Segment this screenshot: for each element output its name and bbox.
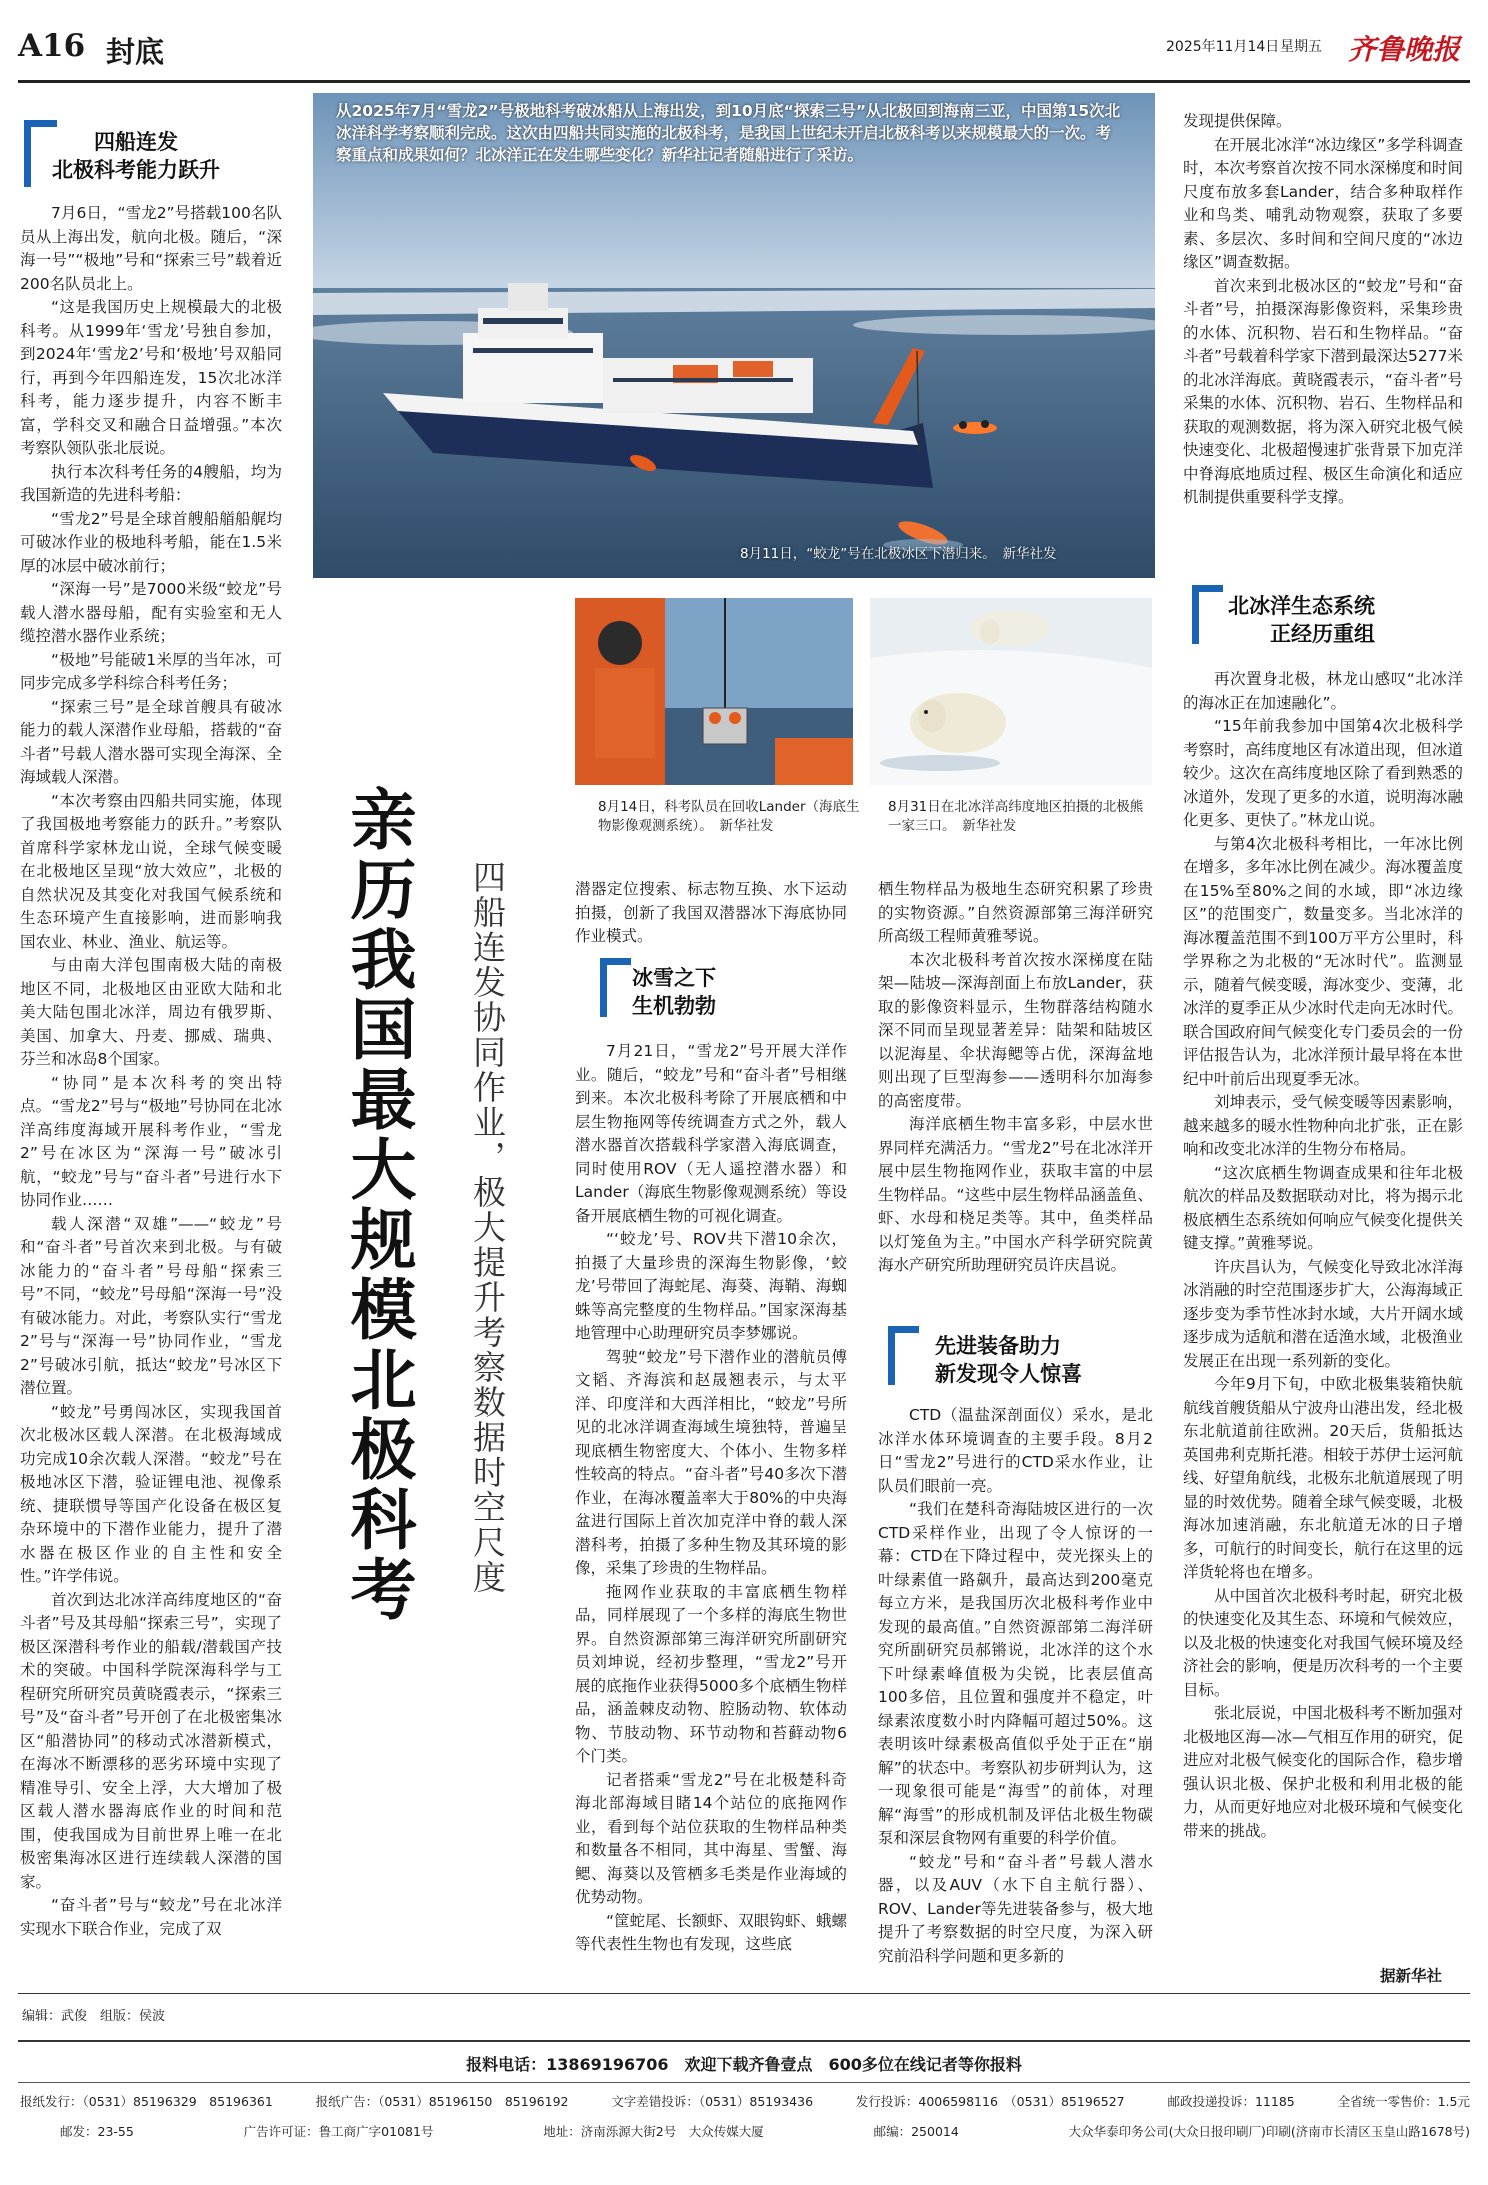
paragraph: 栖生物样品为极地生态研究积累了珍贵的实物资源。”自然资源部第三海洋研究所高级工程师黄雅琴说。 [878, 880, 1153, 945]
paragraph: 许庆昌认为，气候变化导致北冰洋海冰消融的时空范围逐步扩大，公海海域正逐步变为季节性冰封水域，大片开阔水域逐步成为适航和潜在适渔水域，北极渔业发展正在出现一系列新的变化。 [1183, 1257, 1463, 1370]
issue-date: 2025年11月14日 [1166, 39, 1280, 55]
column-4-text [878, 1404, 1153, 1982]
footer-error-complaint: 文字差错投诉：（0531）85193436 [611, 2094, 814, 2109]
paragraph: 执行本次科考任务的4艘船，均为我国新造的先进科考船： [20, 462, 282, 504]
paragraph: 记者搭乘“雪龙2”号在北极楚科奇海北部海域目睹14个站位的底拖网作业，看到每个站位获取的生物样品种类和数量各不相同，其中海星、雪蟹、海鳃、海葵以及管栖多毛类是作业海域的优势动物。 [575, 1770, 847, 1906]
paragraph: “探索三号”是全球首艘具有破冰能力的载人深潜作业母船，搭载的“奋斗者”号载人潜水器可实现全海深、全海域载人深潜。 [20, 697, 282, 786]
section-bracket-3 [600, 958, 631, 1017]
section-heading-4: 先进装备助力 新发现令人惊喜 [935, 1334, 1082, 1386]
polar-bear-photo-caption: 8月31日在北冰洋高纬度地区拍摄的北极熊一家三口。 新华社发 [888, 799, 1144, 834]
column-1-text [20, 202, 282, 1982]
footer-rule-mid [18, 2040, 1470, 2042]
paragraph: 与由南大洋包围南极大陆的南极地区不同，北极地区由亚欧大陆和北美大陆包围北冰洋，周边有俄罗斯、美国、加拿大、丹麦、挪威、瑞典、芬兰和冰岛8个国家。 [20, 956, 282, 1068]
section-heading-3: 冰雪之下 生机勃勃 [632, 966, 716, 1018]
paragraph: 再次置身北极，林龙山感叹“北冰洋的海冰正在加速融化”。 [1183, 670, 1463, 712]
page-number: A16 [18, 28, 86, 64]
section-name: 封底 [106, 35, 165, 69]
issue-weekday: 星期五 [1280, 39, 1322, 55]
footer-zip: 邮编：250014 [873, 2124, 959, 2139]
paragraph: 今年9月下旬，中欧北极集装箱快航航线首艘货船从宁波舟山港出发，经北极东北航道前往欧洲。20天后，货船抵达英国弗利克斯托港。相较于苏伊士运河航线、好望角航线，北极东北航道展现了明显的时效优势。随着全球气候变暖，北极海冰加速消融，东北航道无冰的日子增多，可航行的时间变长，航行在这里的远洋货轮将也在增多。 [1183, 1375, 1463, 1581]
footer-address: 地址：济南泺源大街2号 大众传媒大厦 [543, 2124, 764, 2139]
paragraph: “本次考察由四船共同实施，体现了我国极地考察能力的跃升。”考察队首席科学家林龙山说，全球气候变暖在北极地区呈现“放大效应”，北极的自然状况及其变化对我国气候系统和生态环境产生直接影响，进而影响我国农业、林业、渔业、航运等。 [20, 791, 282, 951]
paragraph: “深海一号”是7000米级“蛟龙”号载人潜水器母船，配有实验室和无人缆控潜水器作业系统； [20, 580, 282, 645]
footer-delivery-complaint: 发行投诉：4006598116 （0531）85196527 [855, 2094, 1125, 2109]
paragraph: 刘坤表示，受气候变暖等因素影响，越来越多的暖水性物种向北扩张，正在影响和改变北冰洋的生物分布格局。 [1183, 1093, 1463, 1158]
main-photo-caption: 8月11日，“蛟龙”号在北极冰区下潜归来。 新华社发 [740, 546, 1057, 562]
column-5-text [1183, 668, 1463, 1964]
masthead [18, 28, 1470, 74]
paragraph: 首次到达北冰洋高纬度地区的“奋斗者”号及其母船“探索三号”，实现了极区深潜科考作业的船载/潜载国产技术的突破。中国科学院深海科学与工程研究所研究员黄晓霞表示，“探索三号”及“奋斗者”号开创了在北极密集冰区“船潜协同”的移动式冰潜新模式，在海冰不断漂移的恶劣环境中实现了精准导引、安全上浮，大大增加了极区载人潜水器海底作业的时间和范围，使我国成为目前世界上唯一在北极密集海冰区进行连续载人深潜的国家。 [20, 1590, 282, 1891]
editor-credit: 编辑：武俊 组版：侯波 [22, 2009, 166, 2024]
paragraph: CTD（温盐深剖面仪）采水，是北冰洋水体环境调查的主要手段。8月2日“雪龙2”号进行的CTD采水作业，让队员们眼前一亮。 [878, 1406, 1153, 1495]
paragraph: 7月21日，“雪龙2”号开展大洋作业。随后，“蛟龙”号和“奋斗者”号相继到来。本次北极科考除了开展底栖和中层生物拖网等传统调查方式之外，载人潜水器首次搭载科学家潜入海底调查，同时使用ROV（无人遥控潜水器）和Lander（海底生物影像观测系统）等设备开展底栖生物的可视化调查。 [575, 1042, 847, 1225]
paragraph: “这次底栖生物调查成果和往年北极航次的样品及数据联动对比，将为揭示北极底栖生态系统如何响应气候变化提供关键支撑。”黄雅琴说。 [1183, 1163, 1463, 1252]
polar-bear-photo [870, 598, 1152, 785]
footer-advertising: 报纸广告：（0531）85196150 85196192 [315, 2094, 569, 2109]
column-4-top-text [878, 878, 1153, 1323]
footer-postal-code-number: 邮发：23-55 [60, 2124, 134, 2139]
footer-ad-license: 广告许可证：鲁工商广字01081号 [243, 2124, 434, 2139]
footer-printer: 大众华泰印务公司(大众日报印刷厂)印刷(济南市长清区玉皇山路1678号) [1068, 2124, 1470, 2139]
paragraph: “‘蛟龙’号、ROV共下潜10余次，拍摄了大量珍贵的深海生物影像，‘蛟龙’号带回了海蛇尾、海葵、海鞘、海蜘蛛等高完整度的生物样品。”国家深海基地管理中心助理研究员李梦娜说。 [575, 1230, 847, 1342]
section-bracket-4 [888, 1326, 919, 1385]
headline-sub: 四船连发协同作业，极大提升考察数据时空尺度 [468, 860, 507, 1595]
footer-row-1 [20, 2092, 1470, 2110]
masthead-rule [18, 80, 1470, 83]
column-5-top-text [1183, 110, 1463, 572]
footer-distribution: 报纸发行：（0531）85196329 85196361 [20, 2094, 273, 2109]
paragraph: 潜器定位搜索、标志物互换、水下运动拍摄，创新了我国双潜器冰下海底协同作业模式。 [575, 880, 847, 945]
section-heading-1: 四船连发 北极科考能力跃升 [52, 130, 220, 182]
paragraph: 发现提供保障。 [1183, 112, 1292, 130]
paragraph: “协同”是本次科考的突出特点。“雪龙2”号与“极地”号协同在北冰洋高纬度海域开展科考作业，“雪龙2”号在冰区为“深海一号”破冰引航，“蛟龙”号与“奋斗者”号进行水下协同作业…… [20, 1073, 282, 1209]
footer-row-2 [60, 2122, 1470, 2140]
paragraph: “雪龙2”号是全球首艘船艏船艉均可破冰作业的极地科考船，能在1.5米厚的冰层中破冰前行； [20, 509, 282, 575]
section-heading-5: 北冰洋生态系统 正经历重组 [1228, 594, 1375, 646]
footer-rule-low [18, 2082, 1470, 2083]
paragraph: “这是我国历史上规模最大的北极科考。从1999年‘雪龙’号独自参加，到2024年‘雪龙2’号和‘极地’号双船同行，再到今年四船连发，15次北冰洋科考，能力逐步提升，内容不断丰富，学科交叉和融合日益增强。”本次考察队领队张北辰说。 [20, 298, 282, 457]
intro-text: 从2025年7月“雪龙2”号极地科考破冰船从上海出发，到10月底“探索三号”从北极回到海南三亚，中国第15次北冰洋科学考察顺利完成。这次由四船共同实施的北极科考，是我国上世纪末开启北极科考以来规模最大的一次。考察重点和成果如何？北冰洋正在发生哪些变化？新华社记者随船进行了采访。 [336, 102, 1121, 164]
paragraph: 本次北极科考首次按水深梯度在陆架—陆坡—深海剖面上布放Lander，获取的影像资料显示，生物群落结构随水深不同而呈现显著差异：陆架和陆坡区以泥海星、伞状海鳃等占优，深海盆地则出现了巨型海参——透明科尔加海参的高密度带。 [878, 950, 1153, 1110]
section-bracket-5 [1192, 585, 1223, 644]
paragraph: 7月6日，“雪龙2”号搭载100名队员从上海出发，航向北极。随后，“深海一号”“极地”号和“探索三号”载着近200名队员北上。 [20, 204, 282, 293]
footer-postal-complaint: 邮政投递投诉：11185 [1167, 2094, 1295, 2109]
polar-bears-image [870, 598, 1152, 785]
lander-photo [575, 598, 853, 785]
paragraph: “奋斗者”号与“蛟龙”号在北冰洋实现水下联合作业，完成了双 [20, 1896, 282, 1938]
footer-price: 全省统一零售价：1.5元 [1337, 2094, 1470, 2109]
column-3-text [575, 1040, 847, 1980]
paragraph: 从中国首次北极科考时起，研究北极的快速变化及其生态、环境和气候效应，以及北极的快速变化对我国气候环境及经济社会的影响，便是历次科考的一个主要目标。 [1183, 1586, 1463, 1699]
paragraph: 海洋底栖生物丰富多彩，中层水世界同样充满活力。“雪龙2”号在北冰洋开展中层生物拖网作业，获取丰富的中层生物样品。“这些中层生物样品涵盖鱼、虾、水母和桡足类等。其中，鱼类样品以灯笼鱼为主。”中国水产科学研究院黄海水产研究所助理研究员许庆昌说。 [878, 1115, 1153, 1274]
source-credit: 据新华社 [1380, 1967, 1443, 1985]
paragraph: “蛟龙”号勇闯冰区，实现我国首次北极冰区载人深潜。在北极海域成功完成10余次载人深潜。“蛟龙”号在极地冰区下潜，验证锂电池、视像系统、捷联惯导等国产化设备在极区复杂环境中的下潜作业能力，提升了潜水器在极区作业的自主性和安全性。”许学伟说。 [20, 1402, 282, 1585]
paragraph: 驾驶“蛟龙”号下潜作业的潜航员傅文韬、齐海滨和赵晟翘表示，与太平洋、印度洋和大西洋相比，“蛟龙”号所见的北冰洋调查海域生境独特，普遍呈现底栖生物密度大、个体小、生物多样性较高的特点。“奋斗者”号40多次下潜作业，在海冰覆盖率大于80%的中央海盆进行国际上首次加克洋中脊的载人深潜科考，拍摄了多种生物及其环境的影像，采集了珍贵的生物样品。 [575, 1347, 847, 1577]
paper-logo: 齐鲁晚报 [1348, 33, 1461, 66]
column-3-top-text [575, 878, 847, 950]
paragraph: “15年前我参加中国第4次北极科学考察时，高纬度地区有冰道出现，但冰道较少。这次在高纬度地区除了看到熟悉的冰道外，发现了更多的水道，说明海冰融化更多、更快了。”林龙山说。 [1183, 717, 1463, 829]
footer-rule-top [18, 1993, 1470, 1994]
paragraph: 拖网作业获取的丰富底栖生物样品，同样展现了一个多样的海底生物世界。自然资源部第三海洋研究所副研究员刘坤说，经初步整理，“雪龙2”号开展的底拖作业获得5000多个底栖生物样品，涵盖棘皮动物、腔肠动物、软体动物、节肢动物、环节动物和苔藓动物6个门类。 [575, 1582, 847, 1765]
paragraph: 载人深潜“双雄”——“蛟龙”号和“奋斗者”号首次来到北极。与有破冰能力的“奋斗者”号母船“探索三号”不同，“蛟龙”号母船“深海一号”没有破冰能力。对此，考察队实行“雪龙2”号与“深海一号”协同作业，“雪龙2”号破冰引航，抵达“蛟龙”号冰区下潜位置。 [20, 1214, 282, 1397]
paragraph: “筐蛇尾、长额虾、双眼钩虾、蛾螺等代表性生物也有发现，这些底 [575, 1911, 847, 1953]
paragraph: “极地”号能破1米厚的当年冰，可同步完成多学科综合科考任务； [20, 650, 282, 692]
paragraph: 首次来到北极冰区的“蛟龙”号和“奋斗者”号，拍摄深海影像资料，采集珍贵的水体、沉积物、岩石和生物样品。“奋斗者”号载着科学家下潜到最深达5277米的北冰洋海底。黄晓霞表示，“奋斗者”号采集的水体、沉积物、岩石、生物样品和获取的观测数据，将为深入研究北极气候快速变化、北极超慢速扩张背景下加克洋中脊海底地质过程、极区生命演化和适应机制提供重要科学支撑。 [1183, 276, 1463, 506]
lander-recovery-image [575, 598, 853, 785]
paragraph: “我们在楚科奇海陆坡区进行的一次CTD采样作业，出现了令人惊讶的一幕：CTD在下降过程中，荧光探头上的叶绿素值一路飙升，最高达到200毫克每立方米，是我国历次北极科考作业中发现的最高值。”自然资源部第二海洋研究所副研究员郝锵说，北冰洋的这个水下叶绿素峰值极为尖锐，比表层值高100多倍，且位置和强度并不稳定，叶绿素浓度数小时内降幅可超过50%。这表明该叶绿素极高值似乎处于正在“崩解”的状态中。考察队初步研判认为，这一现象很可能是“海雪”的前体，对理解“海雪”的形成机制及评估北极生物碳泵和深层食物网有重要的科学价值。 [878, 1500, 1153, 1847]
paragraph: “蛟龙”号和“奋斗者”号载人潜水器，以及AUV（水下自主航行器）、ROV、Lander等先进装备参与，极大地提升了考察数据的时空尺度，为深入研究前沿科学问题和更多新的 [878, 1852, 1153, 1965]
paragraph: 与第4次北极科考相比，一年冰比例在增多，多年冰比例在减少。海冰覆盖度在15%至80%之间的水域，即“冰边缘区”的范围变广，数量变多。当北冰洋的海冰覆盖范围不到100万平方公里时，科学界称之为北极的“无冰时代”。监测显示，随着气候变暖，海冰变少、变薄，北冰洋的夏季正从少冰时代走向无冰时代。联合国政府间气候变化专门委员会的一份评估报告认为，北冰洋预计最早将在本世纪中叶前后出现夏季无冰。 [1183, 834, 1463, 1088]
hotline: 报料电话：13869196706 欢迎下载齐鲁壹点 600多位在线记者等你报料 [466, 2055, 1022, 2074]
headline-main: 亲历我国最大规模北极科考 [339, 785, 417, 1625]
lander-photo-caption: 8月14日，科考队员在回收Lander（海底生物影像观测系统）。 新华社发 [598, 799, 860, 834]
paragraph: 张北辰说，中国北极科考不断加强对北极地区海—冰—气相互作用的研究，促进应对北极气候变化的国际合作，稳步增强认识北极、保护北极和利用北极的能力，从而更好地应对北极环境和气候变化带来的挑战。 [1183, 1704, 1463, 1840]
paragraph: 在开展北冰洋“冰边缘区”多学科调查时，本次考察首次按不同水深梯度和时间尺度布放多套Lander，结合多种取样作业和鸟类、哺乳动物观察，获取了多要素、多层次、多时间和空间尺度的“冰边缘区”调查数据。 [1183, 135, 1463, 271]
